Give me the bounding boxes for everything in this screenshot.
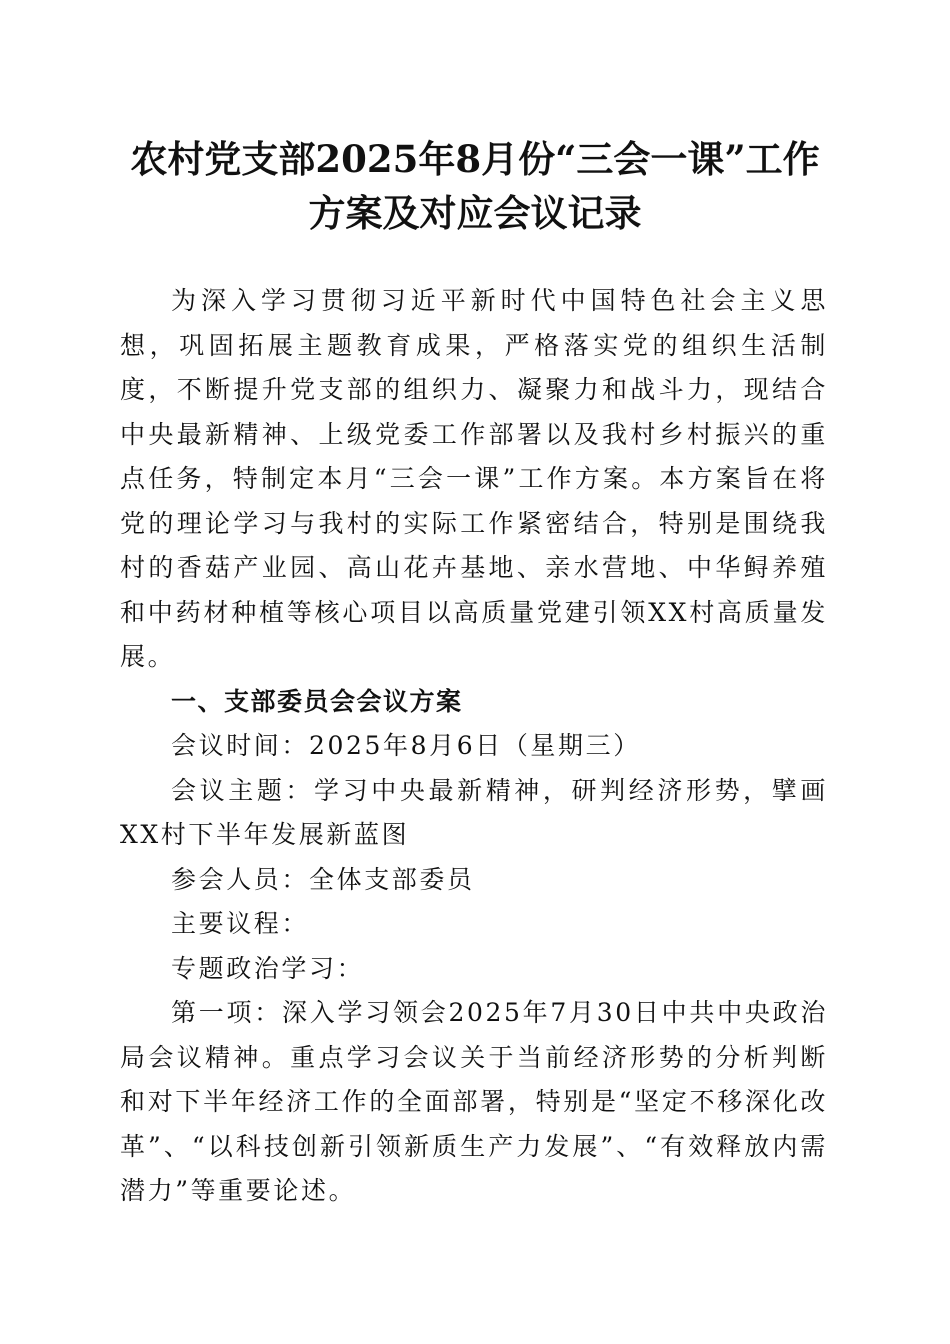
meeting-agenda: 主要议程： bbox=[171, 909, 310, 938]
document-body bbox=[120, 279, 828, 1214]
political-study: 专题政治学习： bbox=[171, 953, 365, 983]
title-line-1: 农村党支部2025年8月份“三会一课”工作 bbox=[130, 137, 820, 181]
intro-paragraph: 为深入学习贯彻习近平新时代中国特色社会主义思想，巩固拓展主题教育成果，严格落实党的组织生活制度，不断提升党支部的组织力、凝聚力和战斗力，现结合中央最新精神、上级党委工作部署以及我村乡村振兴的重点任务，特制定本月“三会一课”工作方案。本方案旨在将党的理论学习与我村的实际工作紧密结合，特别是围绕我村的香菇产业园、高山花卉基地、亲水营地、中华鲟养殖和中药材种植等核心项目以高质量党建引领XX村高质量发展。 bbox=[120, 286, 828, 671]
meeting-time: 会议时间：2025年8月6日（星期三） bbox=[171, 731, 641, 760]
section-heading: 一、支部委员会会议方案 bbox=[171, 686, 463, 716]
agenda-item-1: 第一项：深入学习领会2025年7月30日中共中央政治局会议精神。重点学习会议关于当前经济形势的分析判断和对下半年经济工作的全面部署，特别是“坚定不移深化改革”、“以科技创新引领新质生产力发展”、“有效释放内需潜力”等重要论述。 bbox=[120, 998, 828, 1205]
title-line-2: 方案及对应会议记录 bbox=[308, 191, 642, 235]
meeting-attendees: 参会人员：全体支部委员 bbox=[171, 864, 475, 894]
document-title bbox=[100, 132, 850, 240]
meeting-theme: 会议主题：学习中央最新精神，研判经济形势，擘画XX村下半年发展新蓝图 bbox=[120, 775, 828, 849]
